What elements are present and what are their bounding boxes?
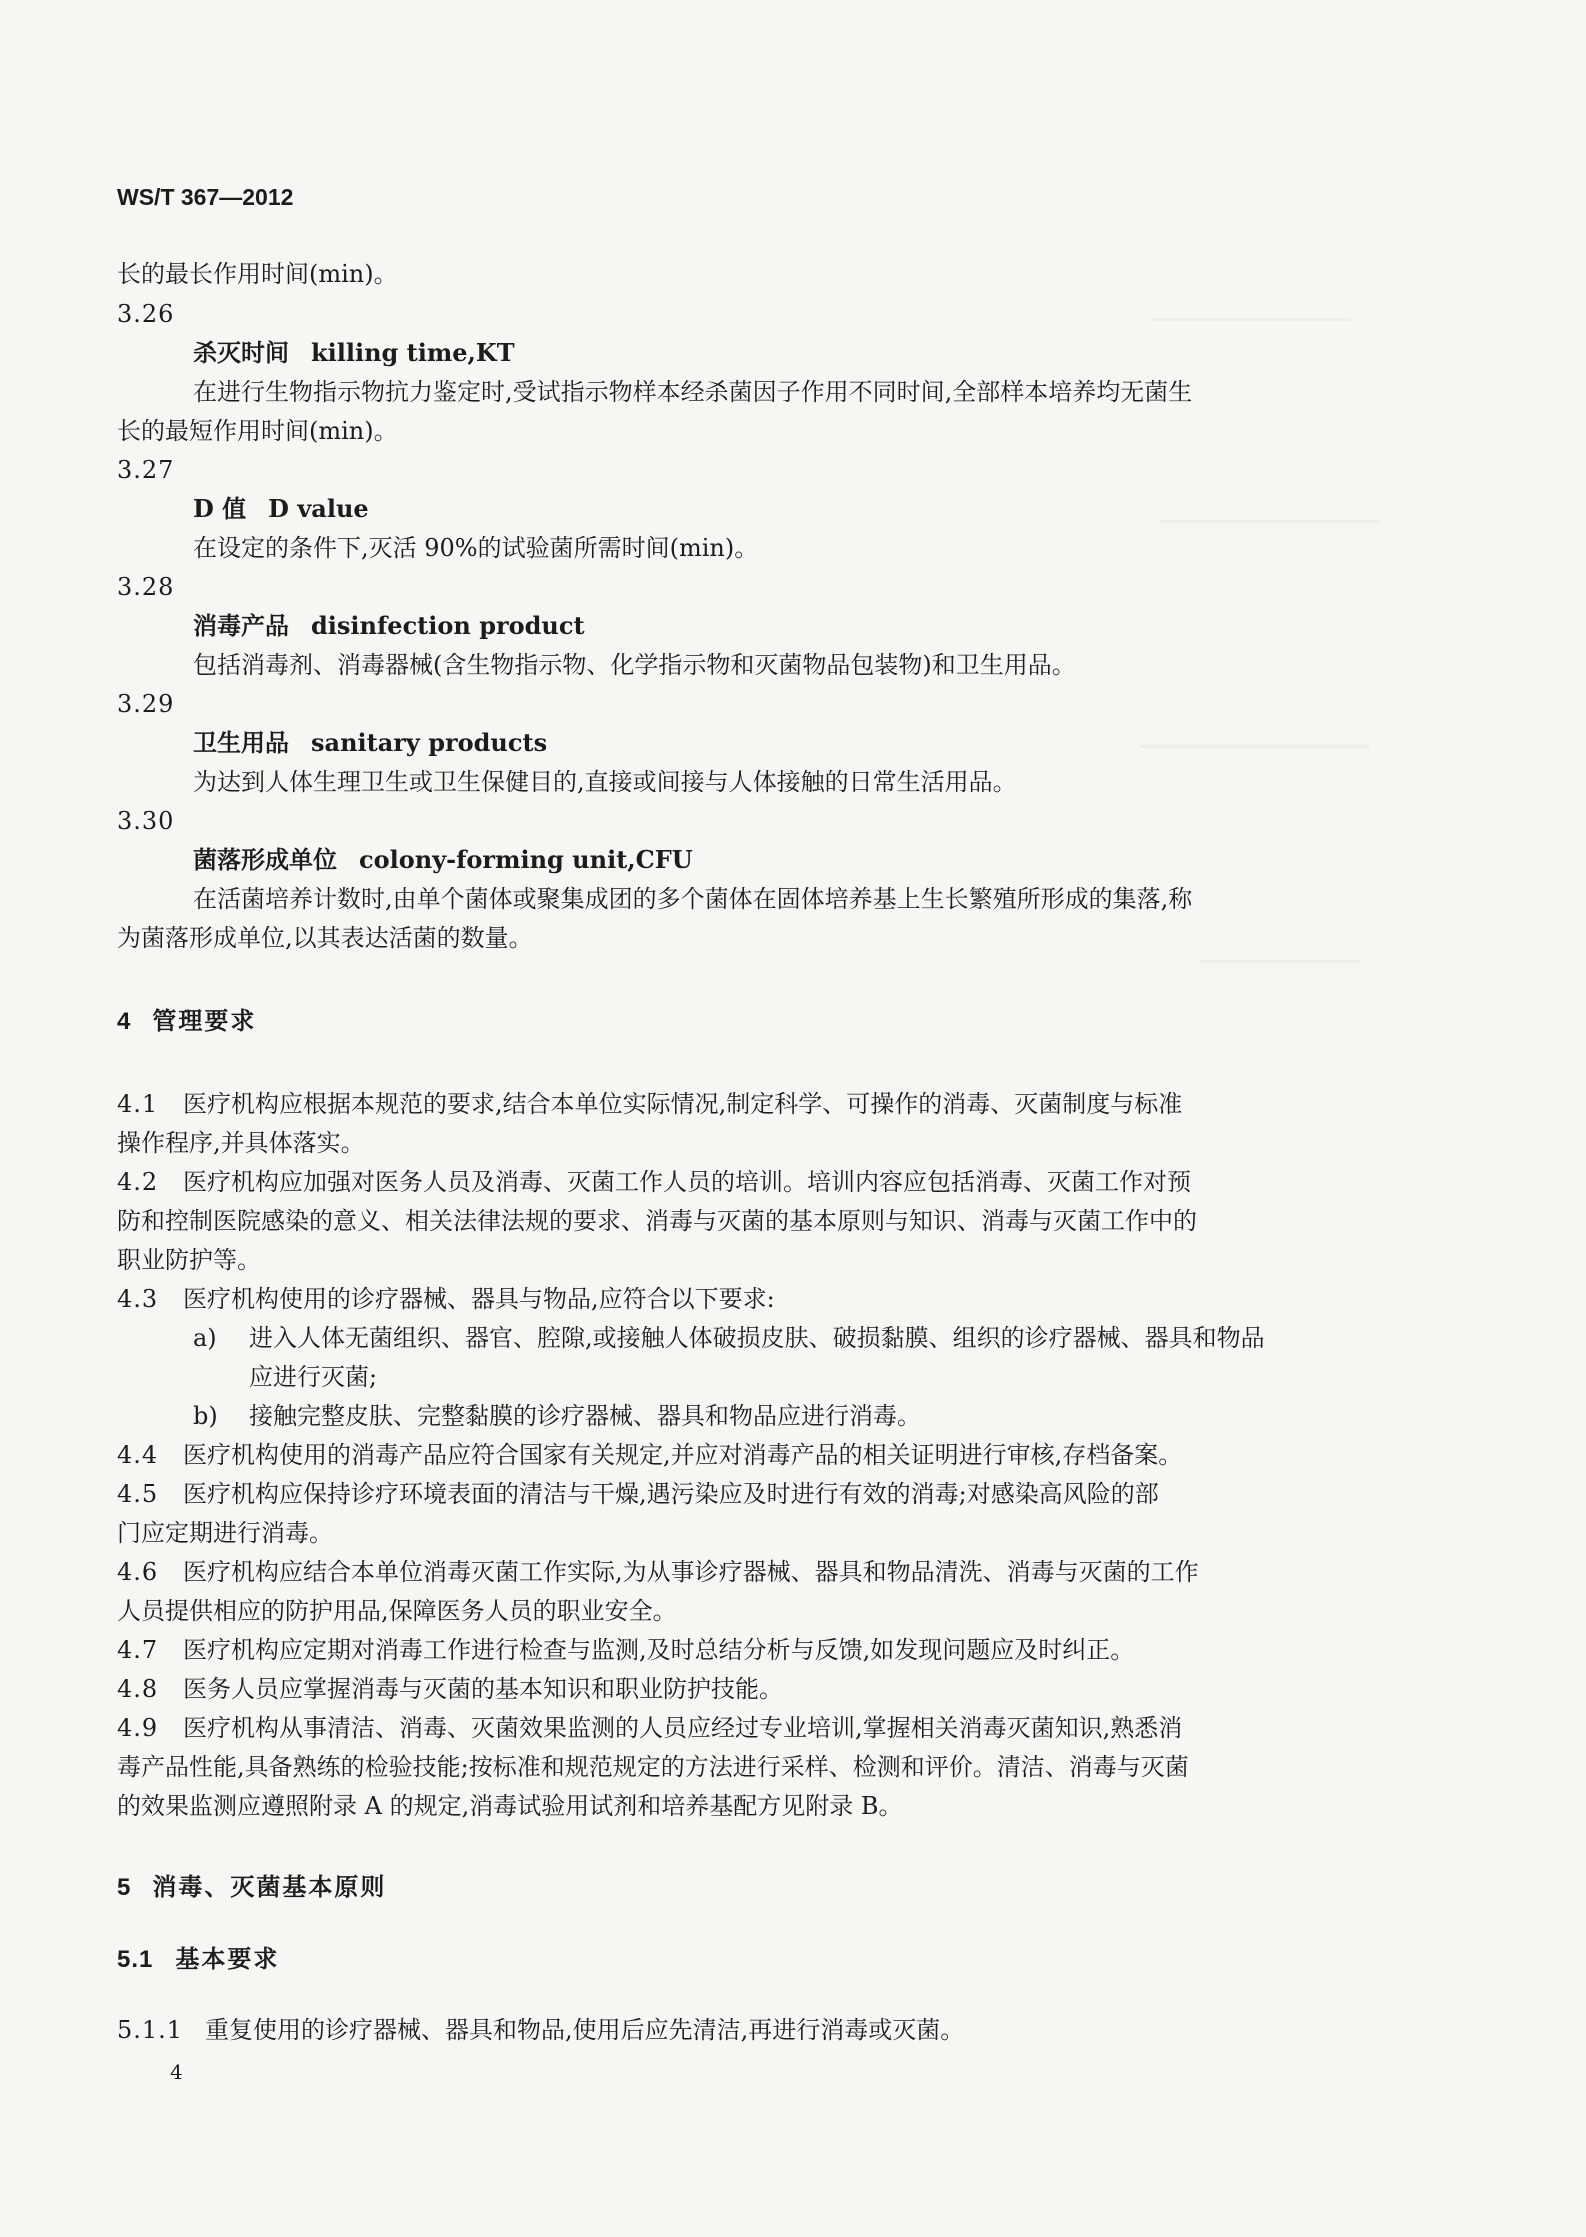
section-number: 5 — [117, 1874, 131, 1901]
clause-5-1-1 — [117, 2013, 964, 2047]
term-heading — [193, 492, 369, 526]
bleed-through-mark — [1150, 318, 1350, 321]
term-heading — [193, 843, 693, 877]
clause-4-8 — [117, 1672, 783, 1706]
clause-number: 4.2 — [117, 1168, 159, 1196]
clause-4-4 — [117, 1438, 1182, 1472]
bleed-through-mark — [1140, 745, 1370, 748]
clause-number: 4.1 — [117, 1090, 159, 1118]
clause-text: 医疗机构从事清洁、消毒、灭菌效果监测的人员应经过专业培训,掌握相关消毒灭菌知识,熟悉消 — [183, 1714, 1183, 1742]
clause-number: 4.4 — [117, 1441, 159, 1469]
clause-4-3 — [117, 1282, 775, 1316]
term-zh: D 值 — [193, 494, 247, 523]
clause-number: 3.30 — [117, 807, 175, 835]
clause-number: 3.28 — [117, 573, 175, 601]
section-title: 管理要求 — [152, 1008, 257, 1035]
section-heading — [117, 1005, 256, 1039]
clause-continuation: 毒产品性能,具备熟练的检验技能;按标准和规范规定的方法进行采样、检测和评价。清洁、消毒与灭菌 — [117, 1753, 1189, 1781]
term-en: colony-forming unit,CFU — [359, 845, 693, 874]
section-number: 4 — [117, 1008, 131, 1035]
clause-text: 医疗机构应加强对医务人员及消毒、灭菌工作人员的培训。培训内容应包括消毒、灭菌工作对预 — [183, 1168, 1191, 1196]
clause-continuation: 的效果监测应遵照附录 A 的规定,消毒试验用试剂和培养基配方见附录 B。 — [117, 1792, 903, 1820]
clause-text: 医疗机构应保持诊疗环境表面的清洁与干燥,遇污染应及时进行有效的消毒;对感染高风险的部 — [183, 1480, 1159, 1508]
term-zh: 消毒产品 — [193, 611, 289, 640]
clause-continuation: 职业防护等。 — [117, 1246, 261, 1274]
body-line: 在设定的条件下,灭活 90%的试验菌所需时间(min)。 — [193, 534, 759, 562]
list-continuation: 应进行灭菌; — [249, 1363, 378, 1391]
body-line: 为菌落形成单位,以其表达活菌的数量。 — [117, 924, 533, 952]
clause-number: 4.8 — [117, 1675, 159, 1703]
term-heading — [193, 609, 585, 643]
standard-code-header: WS/T 367—2012 — [117, 184, 294, 210]
clause-number: 4.3 — [117, 1285, 159, 1313]
body-line: 长的最短作用时间(min)。 — [117, 417, 398, 445]
term-heading — [193, 726, 547, 760]
clause-4-7 — [117, 1633, 1134, 1667]
list-item — [193, 1321, 1265, 1355]
body-line: 在活菌培养计数时,由单个菌体或聚集成团的多个菌体在固体培养基上生长繁殖所形成的集落,称 — [193, 885, 1193, 913]
clause-number: 3.29 — [117, 690, 175, 718]
clause-continuation: 人员提供相应的防护用品,保障医务人员的职业安全。 — [117, 1597, 677, 1625]
clause-4-6 — [117, 1555, 1199, 1589]
clause-continuation: 防和控制医院感染的意义、相关法律法规的要求、消毒与灭菌的基本原则与知识、消毒与灭菌工作中的 — [117, 1207, 1197, 1235]
clause-continuation: 操作程序,并具体落实。 — [117, 1129, 365, 1157]
section-heading — [117, 1871, 386, 1905]
list-text: 接触完整皮肤、完整黏膜的诊疗器械、器具和物品应进行消毒。 — [249, 1402, 921, 1430]
list-label: a) — [193, 1324, 217, 1352]
clause-number: 4.6 — [117, 1558, 159, 1586]
term-heading — [193, 336, 515, 370]
page-number: 4 — [170, 2060, 183, 2084]
body-line: 长的最长作用时间(min)。 — [117, 260, 398, 288]
body-line: 在进行生物指示物抗力鉴定时,受试指示物样本经杀菌因子作用不同时间,全部样本培养均无菌生 — [193, 378, 1193, 406]
clause-text: 医疗机构应根据本规范的要求,结合本单位实际情况,制定科学、可操作的消毒、灭菌制度与标准 — [183, 1090, 1183, 1118]
clause-4-5 — [117, 1477, 1159, 1511]
list-item — [193, 1399, 921, 1433]
list-label: b) — [193, 1402, 218, 1430]
clause-4-9 — [117, 1711, 1182, 1745]
clause-number: 5.1.1 — [117, 2016, 184, 2044]
subsection-title: 基本要求 — [175, 1946, 280, 1973]
clause-text: 医疗机构应定期对消毒工作进行检查与监测,及时总结分析与反馈,如发现问题应及时纠正。 — [183, 1636, 1135, 1664]
clause-text: 医务人员应掌握消毒与灭菌的基本知识和职业防护技能。 — [183, 1675, 783, 1703]
term-en: disinfection product — [311, 611, 585, 640]
clause-continuation: 门应定期进行消毒。 — [117, 1519, 333, 1547]
clause-text: 重复使用的诊疗器械、器具和物品,使用后应先清洁,再进行消毒或灭菌。 — [205, 2016, 965, 2044]
clause-number: 4.5 — [117, 1480, 159, 1508]
clause-number: 4.7 — [117, 1636, 159, 1664]
clause-number: 3.27 — [117, 456, 175, 484]
section-title: 消毒、灭菌基本原则 — [152, 1874, 387, 1901]
bleed-through-mark — [1200, 960, 1360, 963]
clause-number: 4.9 — [117, 1714, 159, 1742]
term-en: killing time,KT — [311, 338, 515, 367]
term-en: D value — [268, 494, 369, 523]
term-zh: 卫生用品 — [193, 728, 289, 757]
subsection-number: 5.1 — [117, 1946, 154, 1973]
subsection-heading — [117, 1943, 279, 1977]
clause-number: 3.26 — [117, 300, 175, 328]
list-text: 进入人体无菌组织、器官、腔隙,或接触人体破损皮肤、破损黏膜、组织的诊疗器械、器具和物品 — [249, 1324, 1265, 1352]
term-zh: 菌落形成单位 — [193, 845, 337, 874]
clause-text: 医疗机构使用的消毒产品应符合国家有关规定,并应对消毒产品的相关证明进行审核,存档备案。 — [183, 1441, 1183, 1469]
clause-text: 医疗机构应结合本单位消毒灭菌工作实际,为从事诊疗器械、器具和物品清洗、消毒与灭菌的工作 — [183, 1558, 1199, 1586]
body-line: 包括消毒剂、消毒器械(含生物指示物、化学指示物和灭菌物品包装物)和卫生用品。 — [193, 651, 1076, 679]
term-zh: 杀灭时间 — [193, 338, 289, 367]
clause-4-2 — [117, 1165, 1191, 1199]
term-en: sanitary products — [311, 728, 548, 757]
clause-4-1 — [117, 1087, 1182, 1121]
clause-text: 医疗机构使用的诊疗器械、器具与物品,应符合以下要求: — [183, 1285, 775, 1313]
body-line: 为达到人体生理卫生或卫生保健目的,直接或间接与人体接触的日常生活用品。 — [193, 768, 1017, 796]
bleed-through-mark — [1160, 520, 1380, 523]
